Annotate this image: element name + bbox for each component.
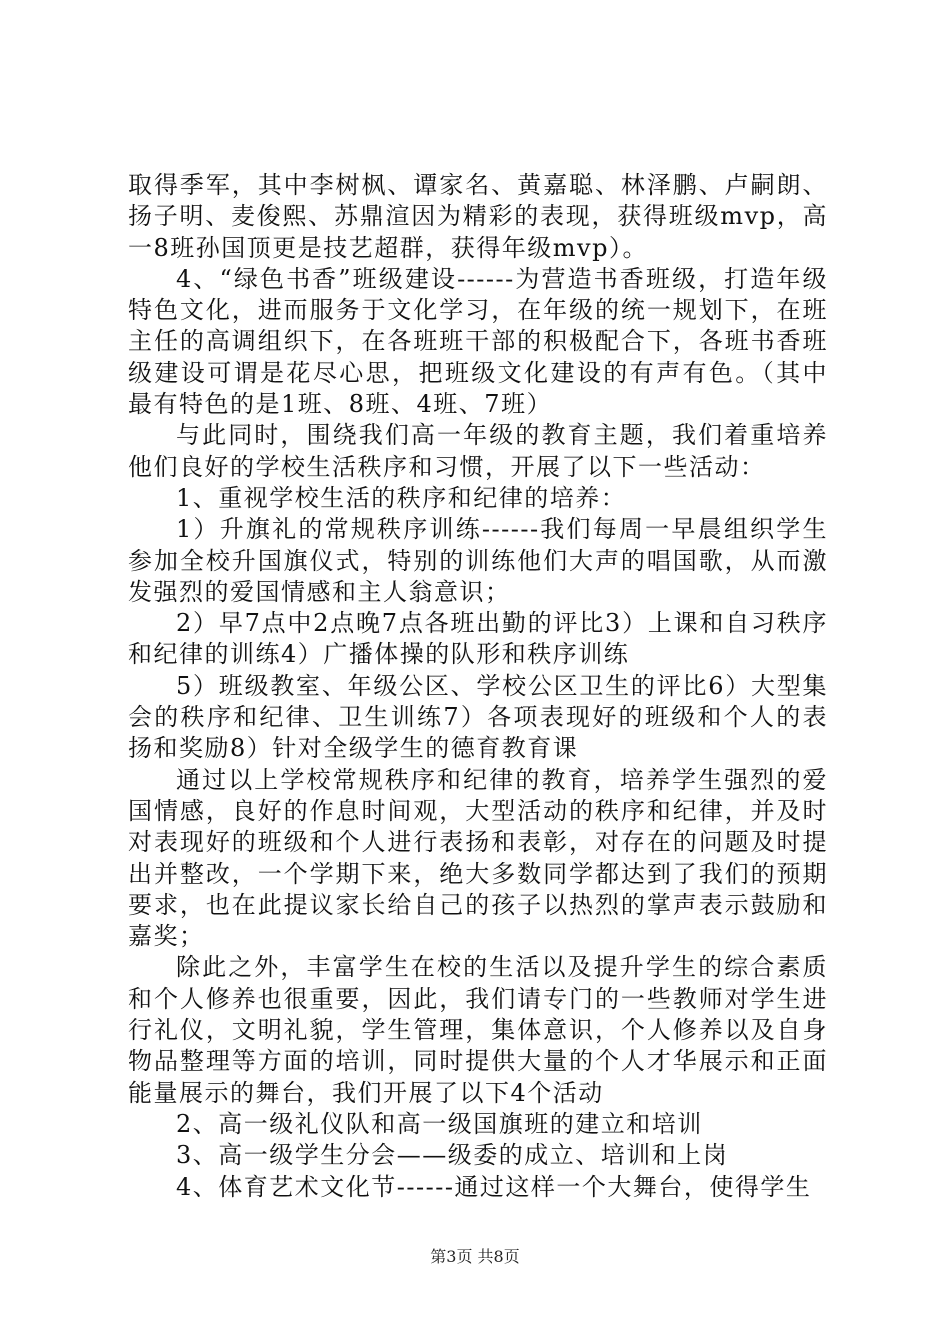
paragraph-besides: 除此之外，丰富学生在校的生活以及提升学生的综合素质和个人修养也很重要，因此，我们请专门的一些教师对学生进行礼仪，文明礼貌，学生管理，集体意识，个人修养以及自身物品整理等方面的培训，同时提供大量的个人才华展示和正面能量展示的舞台，我们开展了以下4个活动 (128, 953, 828, 1107)
paragraph-meanwhile: 与此同时，围绕我们高一年级的教育主题，我们着重培养他们良好的学校生活秩序和习惯，开展了以下一些活动： (128, 421, 828, 481)
paragraph-arts-festival: 4、体育艺术文化节------通过这样一个大舞台，使得学生 (176, 1172, 812, 1201)
paragraph-continuation: 取得季军，其中李树枫、谭家名、黄嘉聪、林泽鹏、卢嗣朗、扬子明、麦俊熙、苏鼎渲因为精彩的表现，获得班级mvp，高一8班孙国顶更是技艺超群，获得年级mvp）。 (128, 171, 828, 262)
page-number-footer: 第3页 共8页 (430, 1247, 520, 1266)
paragraph-etiquette-team: 2、高一级礼仪队和高一级国旗班的建立和培训 (176, 1109, 703, 1138)
paragraph-flag-ceremony: 1）升旗礼的常规秩序训练------我们每周一早晨组织学生参加全校升国旗仪式，特别的训练他们大声的唱国歌，从而激发强烈的爱国情感和主人翁意识； (128, 515, 828, 606)
paragraph-attendance: 2）早7点中2点晚7点各班出勤的评比3）上课和自习秩序和纪律的训练4）广播体操的队形和秩序训练 (128, 609, 828, 669)
document-body (128, 170, 828, 1203)
paragraph-hygiene: 5）班级教室、年级公区、学校公区卫生的评比6）大型集会的秩序和纪律、卫生训练7）各项表现好的班级和个人的表扬和奖励8）针对全级学生的德育教育课 (128, 671, 828, 763)
paragraph-order-discipline-heading: 1、重视学校生活的秩序和纪律的培养： (176, 483, 627, 512)
paragraph-green-book-class: 4、“绿色书香”班级建设------为营造书香班级，打造年级特色文化，进而服务于文化学习，在年级的统一规划下，在班主任的高调组织下，在各班班干部的积极配合下，各班书香班级建设可谓是花尽心思，把班级文化建设的有声有色。（其中最有特色的是1班、8班、4班、7班） (128, 264, 828, 419)
paragraph-education-results: 通过以上学校常规秩序和纪律的教育，培养学生强烈的爱国情感，良好的作息时间观，大型活动的秩序和纪律，并及时对表现好的班级和个人进行表扬和表彰，对存在的问题及时提出并整改，一个学期下来，绝大多数同学都达到了我们的预期要求，也在此提议家长给自己的孩子以热烈的掌声表示鼓励和嘉奖； (128, 765, 828, 951)
paragraph-student-council: 3、高一级学生分会——级委的成立、培训和上岗 (176, 1141, 729, 1170)
